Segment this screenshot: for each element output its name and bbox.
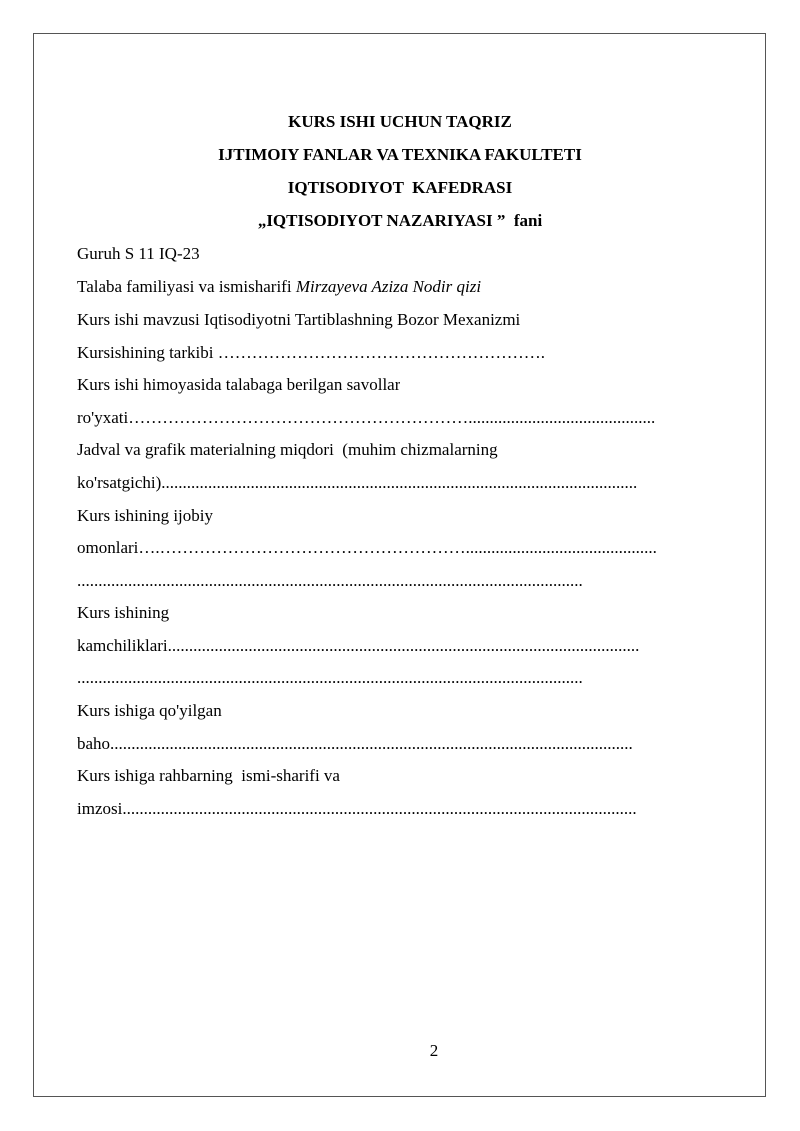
student-line xyxy=(77,277,481,297)
positive-fill-line-2: ....................................................................................................................... xyxy=(77,571,583,590)
positive-fill-line-1: omonlari….………………………………………………............................................. xyxy=(77,538,657,557)
department-heading: IQTISODIYOT KAFEDRASI xyxy=(287,178,513,197)
tables-fill-line: ko'rsatgichi)................................................................................................................ xyxy=(77,473,638,492)
questions-fill-line: ro'yxati……………………………………………………............................................ xyxy=(77,408,656,427)
topic-line: Kurs ishi mavzusi Iqtisodiyotni Tartiblashning Bozor Mexanizmi xyxy=(77,310,521,329)
faculty-heading: IJTIMOIY FANLAR VA TEXNIKA FAKULTETI xyxy=(218,145,582,164)
questions-label: Kurs ishi himoyasida talabaga berilgan savollar xyxy=(77,375,401,394)
supervisor-label: Kurs ishiga rahbarning ismi-sharifi va xyxy=(77,766,340,785)
page-number: 2 xyxy=(429,1041,439,1060)
subject-heading: „IQTISODIYOT NAZARIYASI ” fani xyxy=(257,211,543,230)
grade-fill-line: baho........................................................................................................................... xyxy=(77,734,633,753)
grade-label: Kurs ishiga qo'yilgan xyxy=(77,701,222,720)
tables-label: Jadval va grafik materialning miqdori (muhim chizmalarning xyxy=(77,440,498,459)
document-title: KURS ISHI UCHUN TAQRIZ xyxy=(288,112,512,131)
shortcomings-label: Kurs ishining xyxy=(77,603,170,622)
student-label: Talaba familiyasi va ismisharifi xyxy=(77,277,296,296)
group-line: Guruh S 11 IQ-23 xyxy=(77,244,200,263)
structure-line: Kursishining tarkibi …………………………………………………. xyxy=(77,343,545,362)
student-name: Mirzayeva Aziza Nodir qizi xyxy=(295,277,482,296)
positive-label: Kurs ishining ijobiy xyxy=(77,506,214,525)
shortcomings-fill-line-1: kamchiliklari............................................................................................................... xyxy=(77,636,640,655)
shortcomings-fill-line-2: ....................................................................................................................... xyxy=(77,668,583,687)
supervisor-fill-line: imzosi......................................................................................................................... xyxy=(77,799,637,818)
